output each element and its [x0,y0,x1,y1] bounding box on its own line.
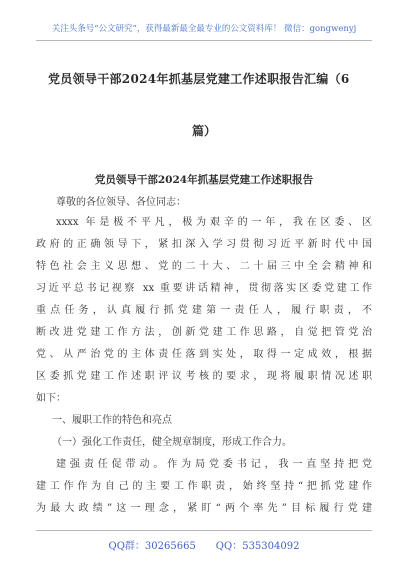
paragraph-line: 如下： [36,393,66,404]
subsection-heading: （一）强化工作责任，健全规章制度，形成工作合力。 [52,437,292,448]
footer-contact: QQ群：30265665 QQ：535304092 [108,541,300,552]
paragraph-line: xxxx 年是极不平凡，极为艰辛的一年，我在区委、区 [56,217,372,228]
paragraph-line: 为最大政绩”这一理念，紧盯“两个率先”目标履行党建 [36,503,372,514]
paragraph-line: 习近平总书记视察 xx 重要讲话精神，贯彻落实区委党建工作 [36,283,372,294]
report-subtitle: 党员领导干部2024年抓基层党建工作述职报告 [94,174,314,186]
document-title-line-1: 党员领导干部2024年抓基层党建工作述职报告汇编（6 [48,72,350,86]
paragraph-line: 重点任务，认真履行抓党建第一责任人，履行职责，不 [36,305,372,316]
greeting: 尊敬的各位领导、各位同志： [56,197,186,208]
paragraph-line: 党、从严治党的主体责任落到实处，取得一定成效，根据 [36,349,372,360]
paragraph-line: 建强责任促带动。作为局党委书记，我一直坚持把党 [56,459,372,470]
paragraph-line: 断改进党建工作方法，创新党建工作思路，自觉把管党治 [36,327,372,338]
footer-divider [36,530,372,531]
header-divider [36,40,372,41]
header-note: 关注头条号“公文研究”，获得最新最全最专业的公文资料库！ 微信：gongwenyj [51,24,357,34]
paragraph-line: 建工作作为自己的主要工作职责，始终坚持“把抓党建作 [36,481,372,492]
paragraph-line: 区委抓党建工作述职评议考核的要求，现将履职情况述职 [36,371,372,382]
document-title-line-2: 篇） [191,124,216,138]
section-heading: 一、履职工作的特色和亮点 [52,415,172,426]
paragraph-line: 政府的正确领导下，紧扣深入学习贯彻习近平新时代中国 [36,239,372,250]
paragraph-line: 特色社会主义思想、党的二十大、二十届三中全会精神和 [36,261,372,272]
